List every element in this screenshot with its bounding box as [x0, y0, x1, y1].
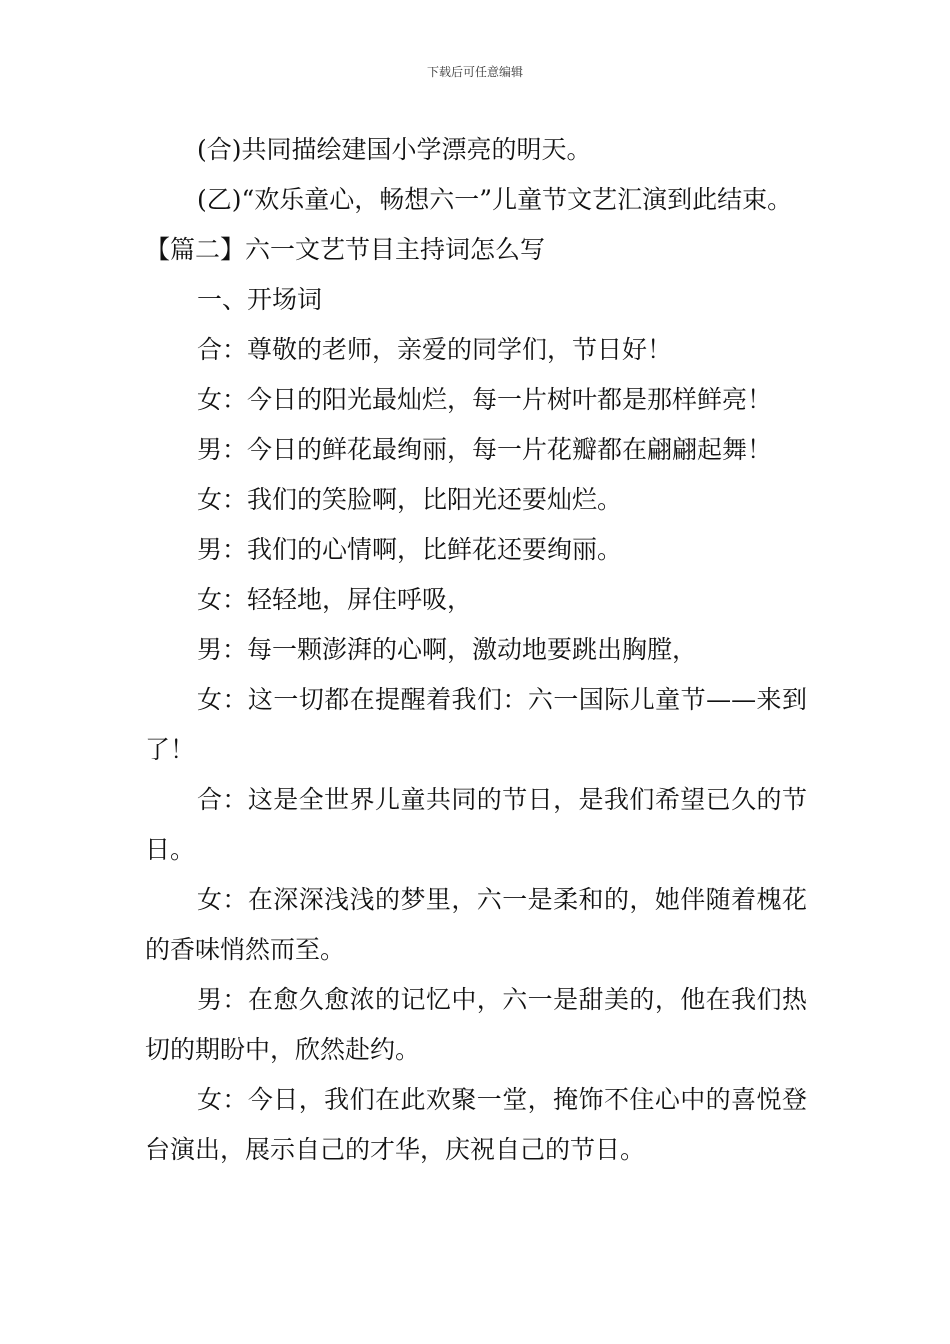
paragraph: 女：我们的笑脸啊，比阳光还要灿烂。 — [197, 485, 623, 514]
paragraph: 女：在深深浅浅的梦里，六一是柔和的，她伴随着槐花的香味悄然而至。 — [145, 885, 807, 964]
document-body — [145, 125, 807, 1175]
paragraph-closing-yi: (乙)“欢乐童心，畅想六一”儿童节文艺汇演到此结束。 — [197, 185, 793, 214]
paragraph: 女：今日，我们在此欢聚一堂，掩饰不住心中的喜悦登台演出，展示自己的才华，庆祝自己的节日。 — [145, 1085, 807, 1164]
page-header-note: 下载后可任意编辑 — [426, 65, 523, 79]
paragraph: 男：每一颗澎湃的心啊，激动地要跳出胸膛， — [197, 635, 698, 664]
paragraph: 男：我们的心情啊，比鲜花还要绚丽。 — [197, 535, 623, 564]
section-heading: 【篇二】六一文艺节目主持词怎么写 — [145, 235, 546, 264]
paragraph: 合：这是全世界儿童共同的节日，是我们希望已久的节日。 — [145, 785, 807, 864]
paragraph: 女：这一切都在提醒着我们：六一国际儿童节——来到了！ — [145, 685, 807, 764]
paragraph: 男：今日的鲜花最绚丽，每一片花瓣都在翩翩起舞！ — [197, 435, 773, 464]
paragraph: 女：今日的阳光最灿烂，每一片树叶都是那样鲜亮！ — [197, 385, 773, 414]
paragraph-closing-together: (合)共同描绘建国小学漂亮的明天。 — [197, 135, 592, 164]
subsection-heading: 一、开场词 — [197, 285, 323, 314]
paragraph: 女：轻轻地，屏住呼吸， — [197, 585, 473, 614]
paragraph: 合：尊敬的老师，亲爱的同学们，节日好！ — [197, 335, 673, 364]
paragraph: 男：在愈久愈浓的记忆中，六一是甜美的，他在我们热切的期盼中，欣然赴约。 — [145, 985, 807, 1064]
